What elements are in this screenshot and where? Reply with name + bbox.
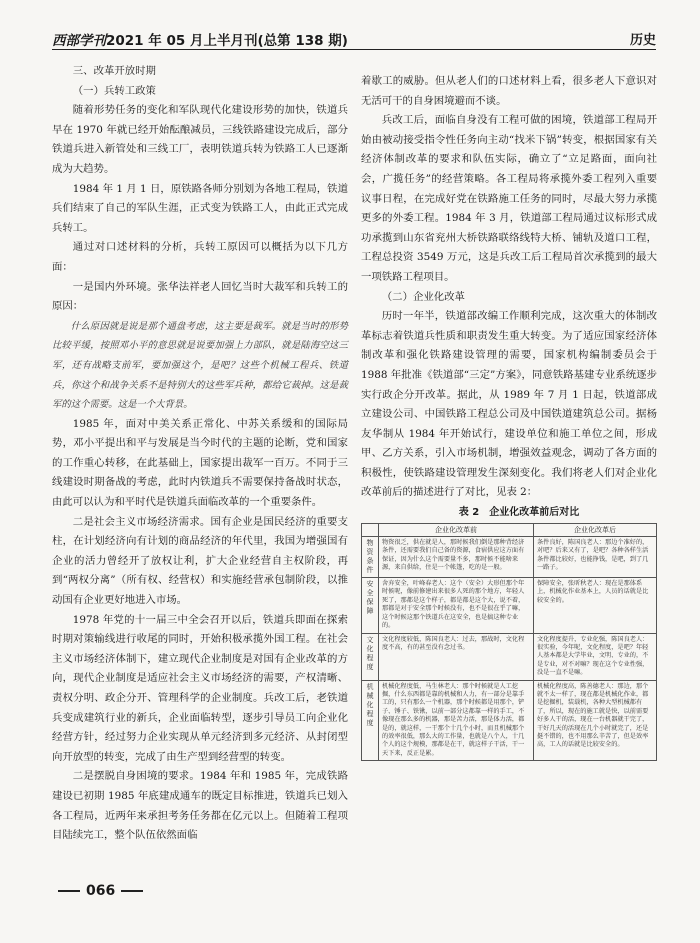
paragraph: 二是摆脱自身困境的要求。1984 年和 1985 年，完成铁路建设已初期 1985 年底建成通车的既定目标推进，铁道兵已划入各工程局，近两年来承担考务任务都在亿元以上。但随着工程项目陆续完工，整个队伍依然面临 — [52, 770, 348, 842]
page-footer — [52, 883, 149, 899]
table-row — [362, 578, 657, 633]
cell-after: 保障安全，张昕秋老人：现在是那体系上，机械化作业基本上，人员的话就是比较安全的。 — [534, 578, 657, 633]
subsection-heading: （一）兵转工政策 — [72, 84, 156, 97]
footer-dash-right — [121, 890, 143, 892]
left-column — [52, 62, 348, 846]
table-title: 表 2 企业化改革前后对比 — [458, 507, 580, 519]
cell-before: 舍弃安全，叶峰春老人：这个（安全）大形但那个年时候呢，像前修建出来很多人死的那个地方，年轻人死了，那都是这个样子，都是都是这个大，说不着，那都是对于安全那个时候没有，也不是很在乎了嘛，这个时候这那个铁道兵在这安全，也是搞这种专业的。 — [379, 578, 534, 633]
row-category: 文化程度 — [362, 633, 379, 680]
section-label: 历史 — [629, 33, 656, 48]
paragraph: 1978 年党的十一届三中全会召开以后，铁道兵即面在探索时期对策输线进行收尾的同时，开始积极承揽外国工程。在社会主义市场经济体制下，建立现代企业制度是对国有企业改革的方向，现代企业制度是适应社会主义市场经济的需要，产权清晰、责权分明、政企分开、管理科学的企业制度。兵改工后，老铁道兵变成建筑行业的新兵，企业面临转型，逐步引导员工向企业化经营方针，经过努力企业实现从单元经济到多元经济、从封闭型向开放型的转变，完成了由生产型到经营型的转变。 — [52, 613, 348, 763]
footer-dash-left — [58, 890, 80, 892]
right-column — [361, 72, 657, 761]
row-category: 安全保障 — [362, 578, 379, 633]
column-header-before: 企业化改革前 — [379, 523, 534, 536]
paragraph: 兵改工后，面临自身没有工程可做的困境，铁道部工程局开始由被动接受指令性任务向主动“找米下锅”转变，根据国家有关经济体制改革的要求和队伍实际，确立了“立足路面，面向社会，广揽任务”的经营策略。各工程局将承揽外委工程列入重要议事日程，在完成好党在铁路施工任务的同时，尽最大努力承揽更多的外委工程。1984 年 3 月，铁道部工程局通过议标形式成功承揽到山东省兖州大桥铁路联络线特大桥、铺轨及道口工程，工程总投资 3549 万元，这是兵改工后工程局首次承揽到的最大一项铁路工程项目。 — [361, 114, 657, 283]
cell-before: 物资很乏，供在就是人，那时候我们倒是那种背经济条件，还需要我们自己备的资源，食宿供应这方面有保证，因为什么这个需要量不多，那时候不能啥来源，来自供给，住是一个帐篷，吃的是一般。 — [379, 537, 534, 578]
page-header — [52, 27, 656, 50]
table-row — [362, 633, 657, 680]
paragraph: 1984 年 1 月 1 日，原铁路各师分别划为各地工程局，铁道兵们结束了自己的军队生涯，正式变为铁路工人，由此正式完成兵转工。 — [52, 182, 348, 234]
paragraph: 通过对口述材料的分析，兵转工原因可以概括为以下几方面： — [52, 241, 348, 273]
table-header-row — [362, 523, 657, 536]
comparison-table — [361, 523, 657, 762]
row-category: 物资条件 — [362, 537, 379, 578]
paragraph: 1985 年，面对中美关系正常化、中苏关系缓和的国际局势，邓小平提出和平与发展是当今时代的主题的论断，党和国家的工作重心转移，在此基础上，国家提出裁军一百万。不同于三线建设时期备战的考虑，此时内铁道兵不需要保持备战时状态，由此可以认为和平时代是铁道兵面临改革的一个重要条件。 — [52, 417, 348, 509]
cell-before: 文化程度较低，陈国良老人：过去，那战时，文化程度不高，有的甚至没有念过书。 — [379, 633, 534, 680]
table-row — [362, 680, 657, 761]
section-heading: 三、改革开放时期 — [72, 65, 156, 77]
cell-after: 文化程度提升，专业化强，陈国良老人：很实验，今年呢，文化程度，是吧？年轻人基本都是大学毕业，文明、专业的，不是专业，对不对嘛？现在这个专业性强，没是一直不是嘛。 — [534, 633, 657, 680]
page-number: 066 — [86, 883, 116, 899]
issue-info: 2021 年 05 月上半月刊(总第 138 期) — [106, 33, 348, 49]
row-category: 机械化程度 — [362, 680, 379, 761]
column-header-after: 企业化改革后 — [534, 523, 657, 536]
cell-after: 条件良好，陈国良老人：那边个准好的，对吧？后来又有了，是吧？各种各样生活条件都比较好，也能挣钱，是吧，到了几一路子。 — [534, 537, 657, 578]
cell-before: 机械化程度低，马生林老人：那个时候就是人工挖掘，什么东西都是靠的机械和人力，有一部分是靠手工的，只有那么一个机器，那个时候都是用那个，铲子、锤子、铁锹，以前一部分这都靠一样的手工，不像现在那么多的机器，那是苦力活，那是体力活，都是的，就这样，一干那个十几个小时，而且机械那个的效率很低，那么大的工作量，也就是八个人，十几个人的这个规模，那都是在干，就这样子干活，干一天下来，反正是累。 — [379, 680, 534, 761]
subsection-heading: （二）企业化改革 — [381, 290, 465, 303]
paragraph: 着歇工的威胁。但从老人们的口述材料上看，很多老人下意识对无活可干的自身困境避而不谈。 — [361, 75, 657, 107]
table-corner-cell — [362, 523, 379, 536]
journal-logo: 西部学刊 — [52, 33, 106, 49]
paragraph: 随着形势任务的变化和军队现代化建设形势的加快，铁道兵早在 1970 年就已经开始酝酿减员，三线铁路建设完成后，部分铁道兵进入新管处和三线工厂，表明铁道兵转为铁路工人已逐渐成为大趋势。 — [52, 104, 348, 175]
paragraph: 一是国内外环境。张华法祥老人回忆当时大裁军和兵转工的原因： — [52, 280, 348, 313]
table-row — [362, 537, 657, 578]
journal-title — [52, 29, 348, 49]
cell-after: 机械化程度高，陈善德老人：那边，那个就不太一样了，现在都是机械化作业，都是挖掘机，装载机，各种大型机械都有了，所以，现在的施工就是快，以前需要好多人干的活，现在一台机器就干完了，干好几天的活现在几个小时就完了，还是挺不错的，也不用那么辛苦了，但是效率高，工人的话就是比较安全的。 — [534, 680, 657, 761]
paragraph: 历时一年半，铁道部改编工作顺利完成，这次重大的体制改革标志着铁道兵性质和职责发生重大转变。为了适应国家经济体制改革和强化铁路建设管理的需要，国家机构编制委员会于 1988 年批准《铁道部“三定”方案》，同意铁路基建专业系统逐步实行政企分开改革。据此，从 1989 年 7 月 1 日起，铁道部成立建设公司、中国铁路工程总公司及中国铁道建筑总公司。据杨友华制从 1984 年开始试行，建设单位和施工单位之间，形成甲、乙方关系，引入市场机制，增强效益观念，调动了各方面的积极性，使铁路建设管理发生深刻变化。我们将老人们对企业化改革前后的描述进行了对比，见表 2： — [361, 310, 657, 499]
paragraph: 二是社会主义市场经济需求。国有企业是国民经济的重要支柱，在计划经济向有计划的商品经济的年代里，我国为增强国有企业的活力曾经开了放权让利，扩大企业经营自主权阶段，再到“两权分离”（所有权、经营权）和实施经营承包制阶段，以推动国有企业更好地进入市场。 — [52, 515, 348, 607]
oral-history-quote: 什么原因就是说是那个通盘考虑，这主要是裁军。就是当时的形势比较平缓，按照邓小平的意思就是说要加强上力部队，就是陆海空这三军，还有战略支前军，要加强这个，是吧？这些个机械工程兵、铁道兵，你这个和战争关系不是特别大的这些军兵种，都给它裁掉。这是裁军的这个需要。这是一个大背景。 — [52, 320, 348, 411]
